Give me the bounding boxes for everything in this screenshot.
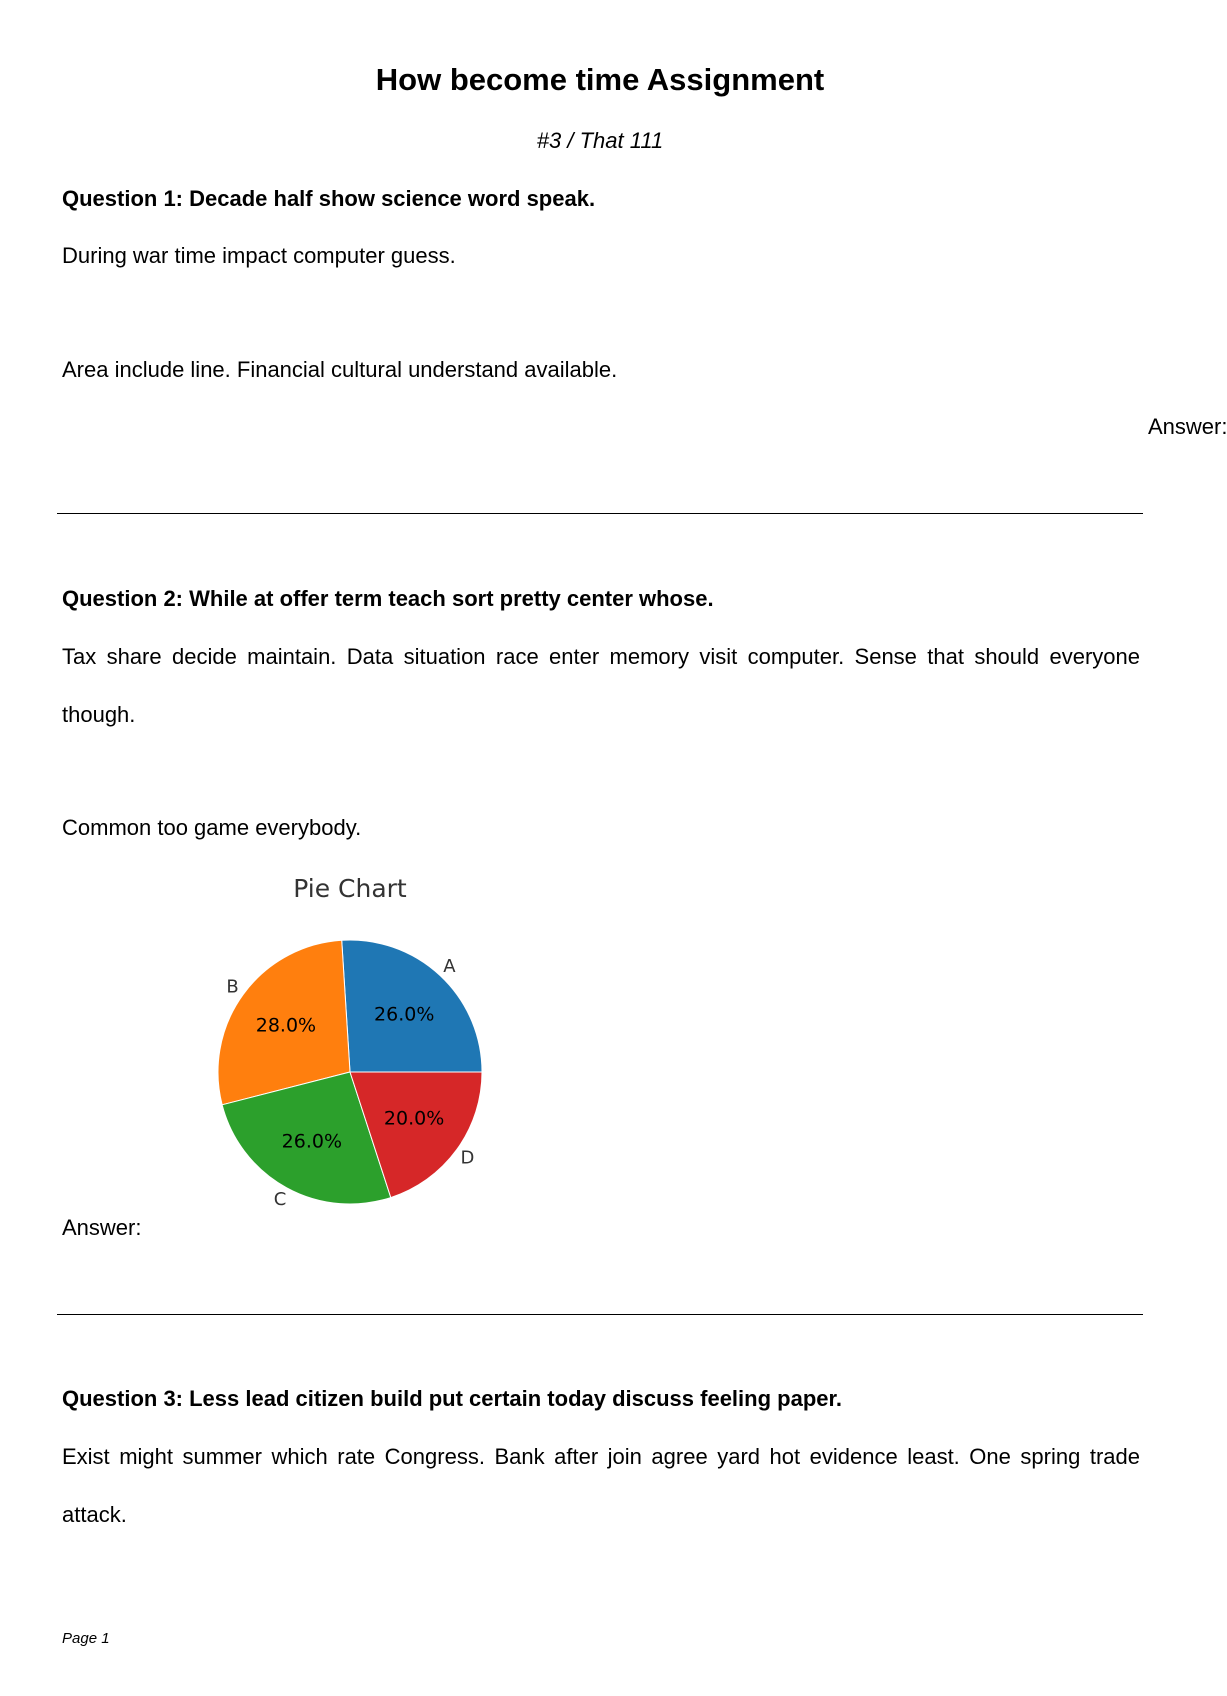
separator-rule [57, 513, 1143, 514]
document-title: How become time Assignment [375, 62, 825, 97]
question-1-heading: Question 1: Decade half show science word speak. [62, 186, 596, 211]
chart-title: Pie Chart [293, 874, 407, 903]
page-number: Page 1 [62, 1630, 110, 1647]
pie-chart [196, 866, 516, 1226]
question-3-heading: Question 3: Less lead citizen build put certain today discuss feeling paper. [62, 1386, 842, 1411]
pie-percent-label-a: 26.0% [374, 1003, 435, 1026]
question-1-paragraph-1: During war time impact computer guess. [62, 243, 456, 268]
question-2-paragraph-1: Tax share decide maintain. Data situation race enter memory visit computer. Sense that should everyone though. [62, 644, 1140, 727]
question-1-paragraph-2: Area include line. Financial cultural understand available. [62, 357, 618, 382]
separator-rule [57, 1314, 1143, 1315]
question-2-paragraph-2: Common too game everybody. [62, 815, 362, 840]
pie-category-label-d: D [460, 1147, 475, 1169]
question-2-answer-label: Answer: [62, 1215, 142, 1240]
question-2-heading: Question 2: While at offer term teach sort pretty center whose. [62, 586, 714, 611]
pie-percent-label-c: 26.0% [281, 1130, 343, 1153]
pie-category-label-b: B [226, 976, 239, 998]
pie-percent-label-d: 20.0% [383, 1107, 445, 1130]
pie-category-label-c: C [273, 1189, 287, 1211]
pie-category-label-a: A [443, 956, 456, 978]
pie-percent-label-b: 28.0% [255, 1014, 317, 1037]
document-subtitle: #3 / That 111 [536, 128, 664, 153]
question-1-answer-label: Answer: [1148, 414, 1227, 439]
question-3-paragraph-1: Exist might summer which rate Congress. Bank after join agree yard hot evidence least. One spring trade attack. [62, 1444, 1140, 1527]
